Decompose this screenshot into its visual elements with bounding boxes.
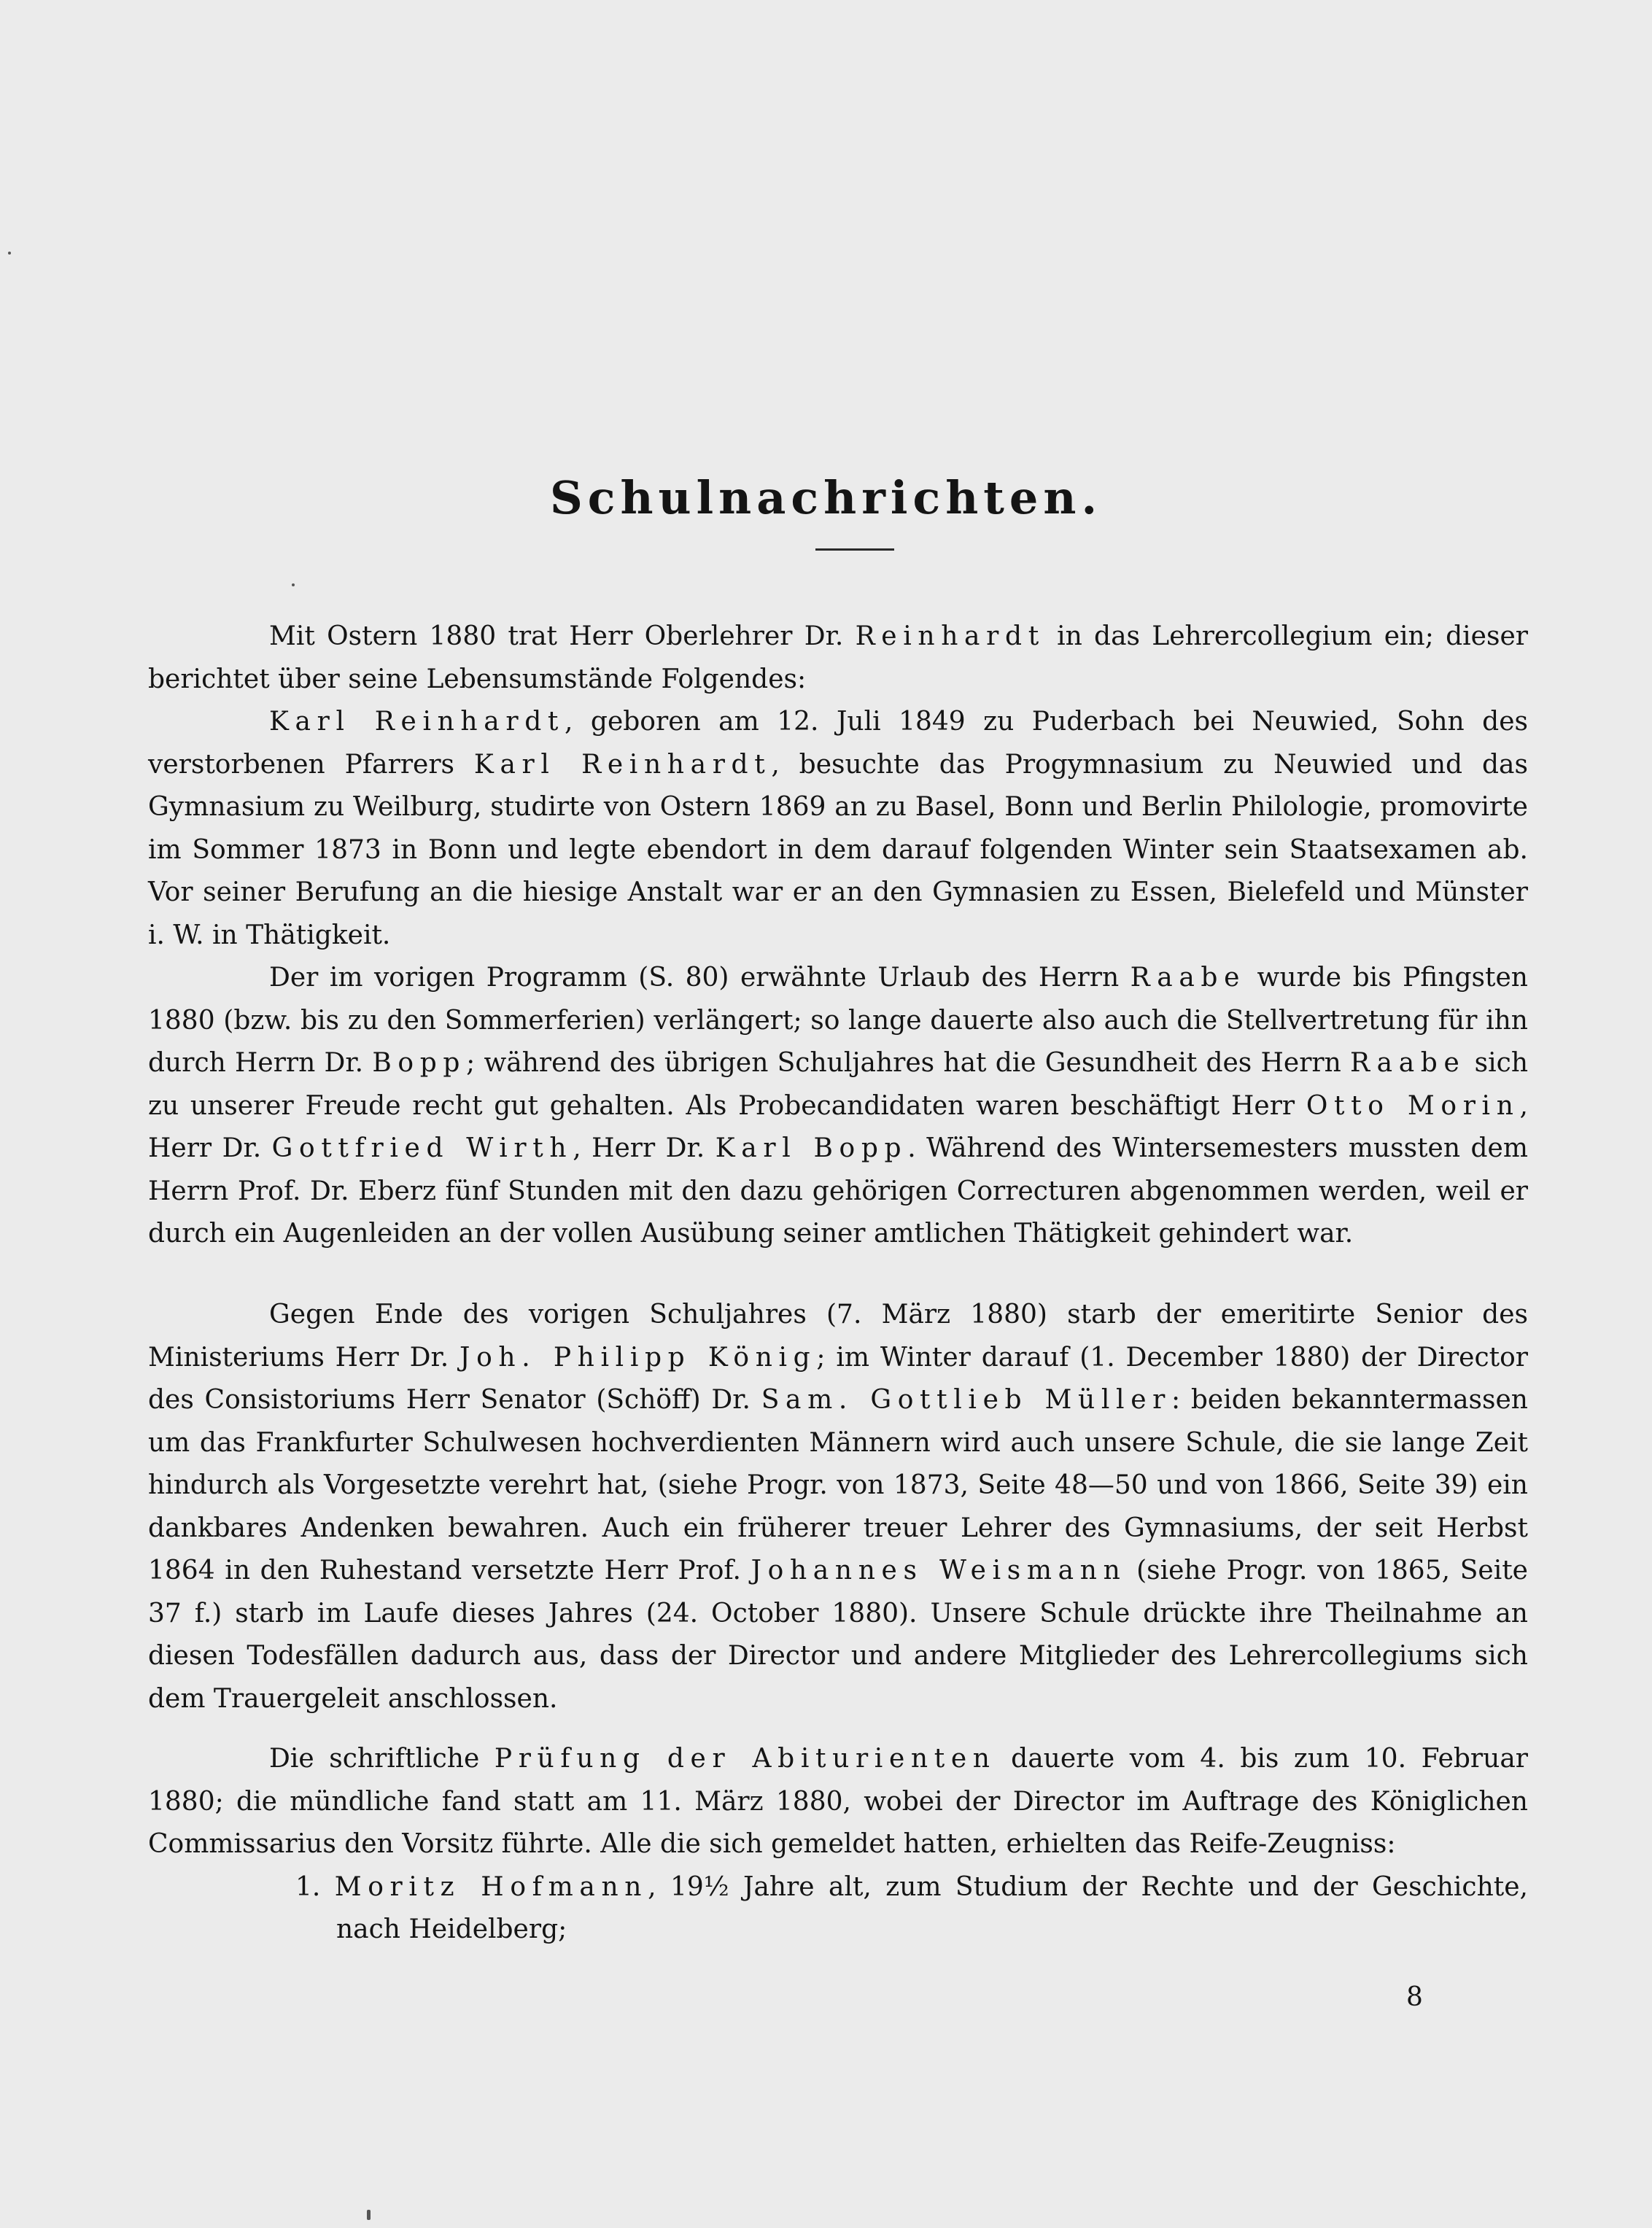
text-run: Mit Ostern 1880 trat Herr Oberlehrer Dr. (269, 621, 856, 651)
paragraph-deaths (148, 1294, 1528, 1720)
spaced-name: Raabe (1350, 1048, 1466, 1078)
spaced-name: Karl Bopp (715, 1133, 908, 1163)
text-run: Gegen Ende des vorigen Schuljahres (7. März 1880) starb der emeritirte Senior des Ministeriums Herr Dr. (148, 1300, 1528, 1373)
page-title: Schulnachrichten. (549, 470, 1103, 524)
spaced-name: Sam. Gottlieb Müller (761, 1385, 1171, 1415)
title-divider (815, 548, 894, 551)
scan-speck (367, 2210, 371, 2220)
text-run: ; im Winter darauf (1. December 1880) der Director des Consistoriums Herr Senator (Schöff) Dr. (148, 1342, 1528, 1415)
spaced-name: Reinhardt (855, 621, 1045, 651)
spaced-name: Karl Reinhardt (269, 707, 565, 737)
text-run: wurde bis Pfingsten 1880 (bzw. bis zu den Sommerferien) verlängert; so lange dauerte also auch die Stellvertretung für ihn durch Herrn Dr. (148, 963, 1528, 1078)
text-run: , besuchte das Progymnasium zu Neuwied und das Gymnasium zu Weilburg, studirte von Ostern 1869 an zu Basel, Bonn und Berlin Philologie, promovirte im Sommer 1873 in Bonn und legte ebendort in dem darauf folgenden Winter sein Staatsexamen ab. Vor seiner Berufung an die hiesige Anstalt war er an den Gymnasien zu Essen, Bielefeld und Münster i. W. in Thätigkeit. (148, 749, 1528, 950)
text-run: in das Lehrercollegium ein; dieser berichtet über seine Lebensumstände Folgendes: (148, 621, 1528, 694)
section-deaths (148, 1294, 1528, 1720)
spaced-name: Karl Reinhardt (473, 749, 772, 780)
spaced-name: Johannes Weismann (751, 1556, 1127, 1585)
text-run: , Herr Dr. (148, 1090, 1528, 1163)
text-run: . Während des Wintersemesters mussten dem Herrn Prof. Dr. Eberz fünf Stunden mit den dazu gehörigen Correcturen abgenommen werden, weil er durch ein Augenleiden an der vollen Ausübung seiner amtlichen Thätigkeit gehindert war. (148, 1133, 1528, 1249)
text-run: Die schriftliche (269, 1744, 495, 1774)
section-examinations (148, 1738, 1528, 1952)
spaced-name: Bopp (372, 1048, 467, 1078)
spaced-name: Joh. Philipp König (459, 1342, 817, 1373)
text-run: dauerte vom 4. bis zum 10. Februar 1880; die mündliche fand statt am 11. März 1880, wobei der Director im Auftrage des Königlichen Commissarius den Vorsitz führte. Alle die sich gemeldet hatten, erhielten das Reife-Zeugniss: (148, 1744, 1529, 1859)
list-item (148, 1866, 1528, 1952)
text-run: , Herr Dr. (573, 1133, 716, 1163)
paragraph-exam (148, 1738, 1528, 1866)
scan-speck (8, 252, 11, 255)
spaced-name: Gottfried Wirth (271, 1133, 573, 1163)
scan-speck (292, 583, 295, 586)
list-number: 1. (295, 1871, 335, 1902)
text-run: , 19½ Jahre alt, zum Studium der Rechte und der Geschichte, nach Heidelberg; (336, 1871, 1528, 1944)
text-run: Der im vorigen Programm (S. 80) erwähnte Urlaub des Herrn (269, 963, 1131, 993)
page-number: 8 (1406, 1982, 1423, 2012)
text-run: , geboren am 12. Juli 1849 zu Puderbach bei Neuwied, Sohn des verstorbenen Pfarrers (148, 707, 1528, 780)
section-teacher-changes (148, 616, 1528, 1256)
spaced-name: Moritz Hofmann (334, 1871, 648, 1902)
spaced-name: Raabe (1130, 963, 1246, 993)
spaced-name: Otto Morin (1306, 1090, 1520, 1121)
text-run: sich zu unserer Freude recht gut gehalten. Als Probecandidaten waren beschäftigt Herr (148, 1048, 1529, 1121)
paragraph-reinhardt-biography (148, 701, 1528, 957)
spaced-term: Prüfung der Abiturienten (494, 1744, 996, 1774)
text-run: : beiden bekanntermassen um das Frankfurter Schulwesen hochverdienten Männern wird auch unsere Schule, die sie lange Zeit hindurch als Vorgesetzte verehrt hat, (siehe Progr. von 1873, Seite 48—50 und von 1866, Seite 39) ein dankbares Andenken bewahren. Auch ein früherer treuer Lehrer des Gymnasiums, der seit Herbst 1864 in den Ruhestand versetzte Herr Prof. (148, 1385, 1528, 1585)
paragraph-leave-and-candidates (148, 957, 1528, 1256)
text-run: (siehe Progr. von 1865, Seite 37 f.) starb im Laufe dieses Jahres (24. October 1880). Unsere Schule drückte ihre Theilnahme an diesen Todesfällen dadurch aus, dass der Director und andere Mitglieder des Lehrercollegiums sich dem Trauergeleit anschlossen. (148, 1556, 1528, 1714)
text-run: ; während des übrigen Schuljahres hat die Gesundheit des Herrn (466, 1048, 1351, 1078)
paragraph-reinhardt-intro (148, 616, 1528, 701)
